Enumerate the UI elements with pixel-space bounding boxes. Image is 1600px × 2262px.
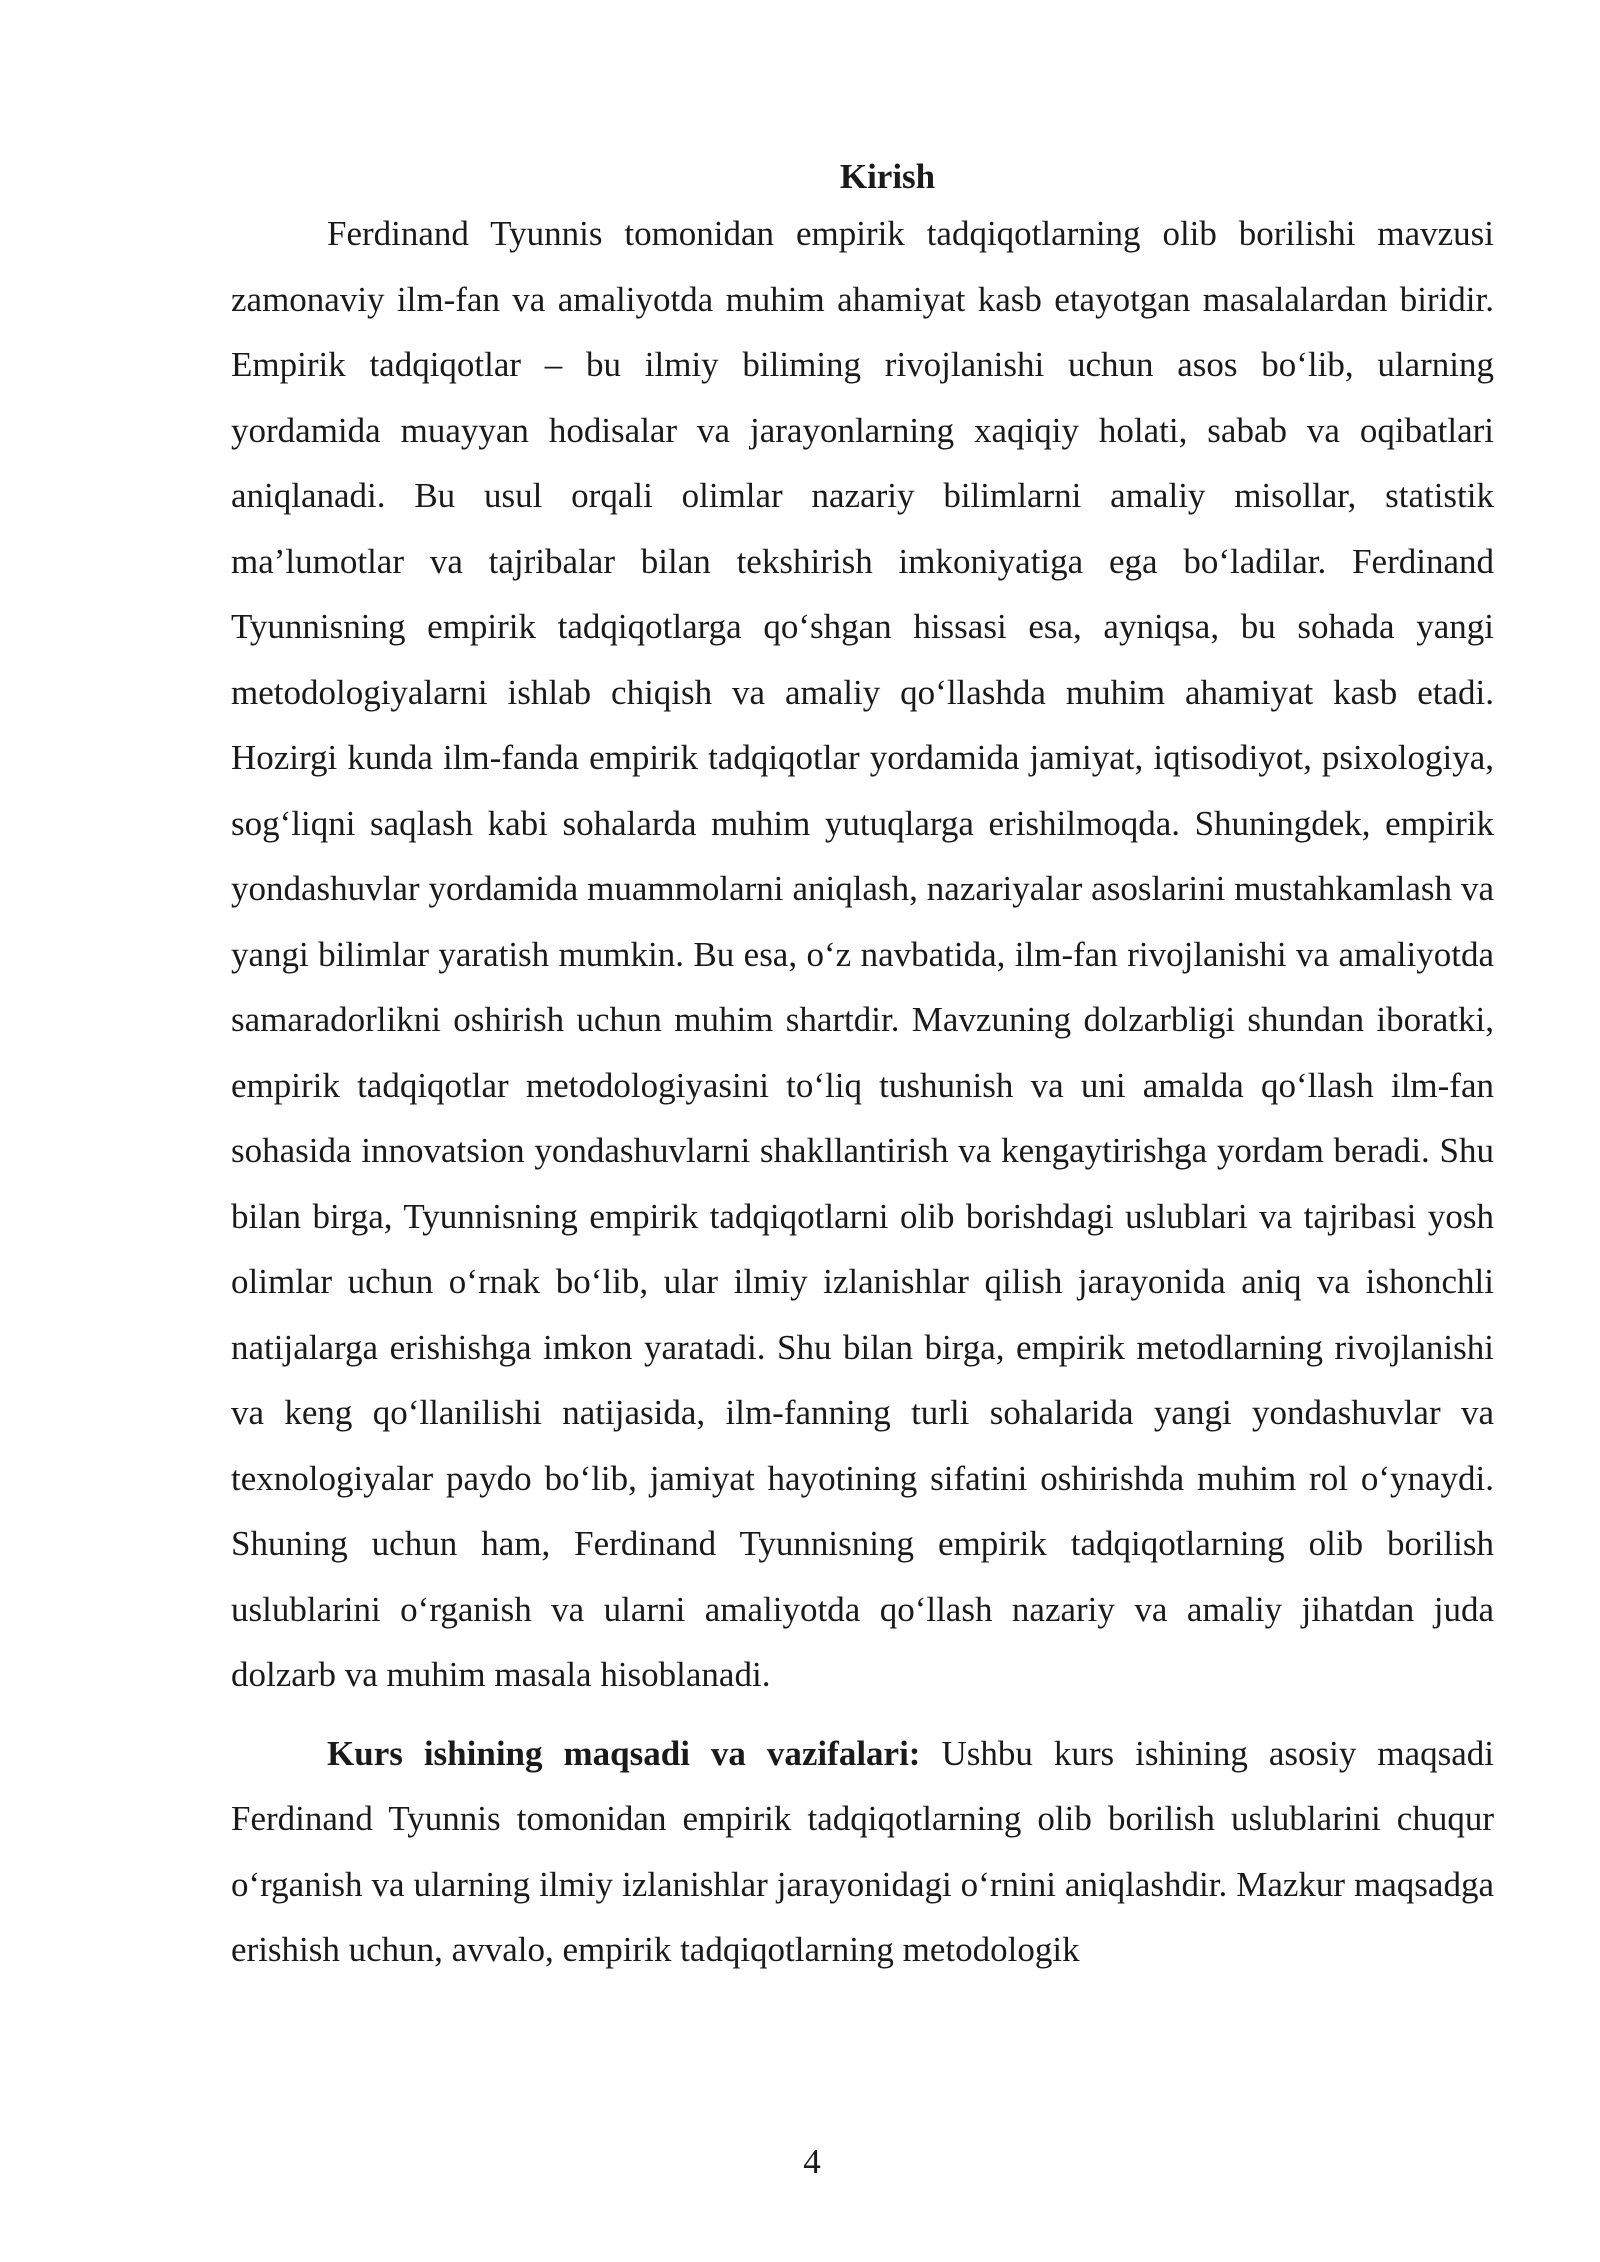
intro-paragraph: Ferdinand Tyunnis tomonidan empirik tadqiqotlarning olib borilishi mavzusi zamonaviy ilm-fan va amaliyotda muhim ahamiyat kasb etayotgan masalalardan biridir. Empirik tadqiqotlar – bu ilmiy biliming rivojlanishi uchun asos bo‘lib, ularning yordamida muayyan hodisalar va jarayonlarning xaqiqiy holati, sabab va oqibatlari aniqlanadi. Bu usul orqali olimlar nazariy bilimlarni amaliy misollar, statistik ma’lumotlar va tajribalar bilan tekshirish imkoniyatiga ega bo‘ladilar. Ferdinand Tyunnisning empirik tadqiqotlarga qo‘shgan hissasi esa, ayniqsa, bu sohada yangi metodologiyalarni ishlab chiqish va amaliy qo‘llashda muhim ahamiyat kasb etadi. Hozirgi kunda ilm-fanda empirik tadqiqotlar yordamida jamiyat, iqtisodiyot, psixologiya, sog‘liqni saqlash kabi sohalarda muhim yutuqlarga erishilmoqda. Shuningdek, empirik yondashuvlar yordamida muammolarni aniqlash, nazariyalar asoslarini mustahkamlash va yangi bilimlar yaratish mumkin. Bu esa, o‘z navbatida, ilm-fan rivojlanishi va amaliyotda samaradorlikni oshirish uchun muhim shartdir. Mavzuning dolzarbligi shundan iboratki, empirik tadqiqotlar metodologiyasini to‘liq tushunish va uni amalda qo‘llash ilm-fan sohasida innovatsion yondashuvlarni shakllantirish va kengaytirishga yordam beradi. Shu bilan birga, Tyunnisning empirik tadqiqotlarni olib borishdagi uslublari va tajribasi yosh olimlar uchun o‘rnak bo‘lib, ular ilmiy izlanishlar qilish jarayonida aniq va ishonchli natijalarga erishishga imkon yaratadi. Shu bilan birga, empirik metodlarning rivojlanishi va keng qo‘llanilishi natijasida, ilm-fanning turli sohalarida yangi yondashuvlar va texnologiyalar paydo bo‘lib, jamiyat hayotining sifatini oshirishda muhim rol o‘ynaydi. Shuning uchun ham, Ferdinand Tyunnisning empirik tadqiqotlarning olib borilish uslublarini o‘rganish va ularni amaliyotda qo‘llash nazariy va amaliy jihatdan juda dolzarb va muhim masala hisoblanadi. xyxy=(231,214,1494,1694)
section-heading: Kirish xyxy=(839,157,936,196)
goals-paragraph-text: Ushbu kurs ishining asosiy maqsadi Ferdinand Tyunnis tomonidan empirik tadqiqotlarning olib borilish uslublarini chuqur o‘rganish va ularning ilmiy izlanishlar jarayonidagi o‘rnini aniqlashdir. Mazkur maqsadga erishish uchun, avvalo, empirik tadqiqotlarning metodologik xyxy=(231,1733,1494,1969)
goals-paragraph xyxy=(231,1721,1494,1983)
page-number: 4 xyxy=(803,2142,821,2181)
goals-paragraph-lead: Kurs ishining maqsadi va vazifalari: xyxy=(327,1733,921,1773)
page-content xyxy=(231,140,1494,1983)
